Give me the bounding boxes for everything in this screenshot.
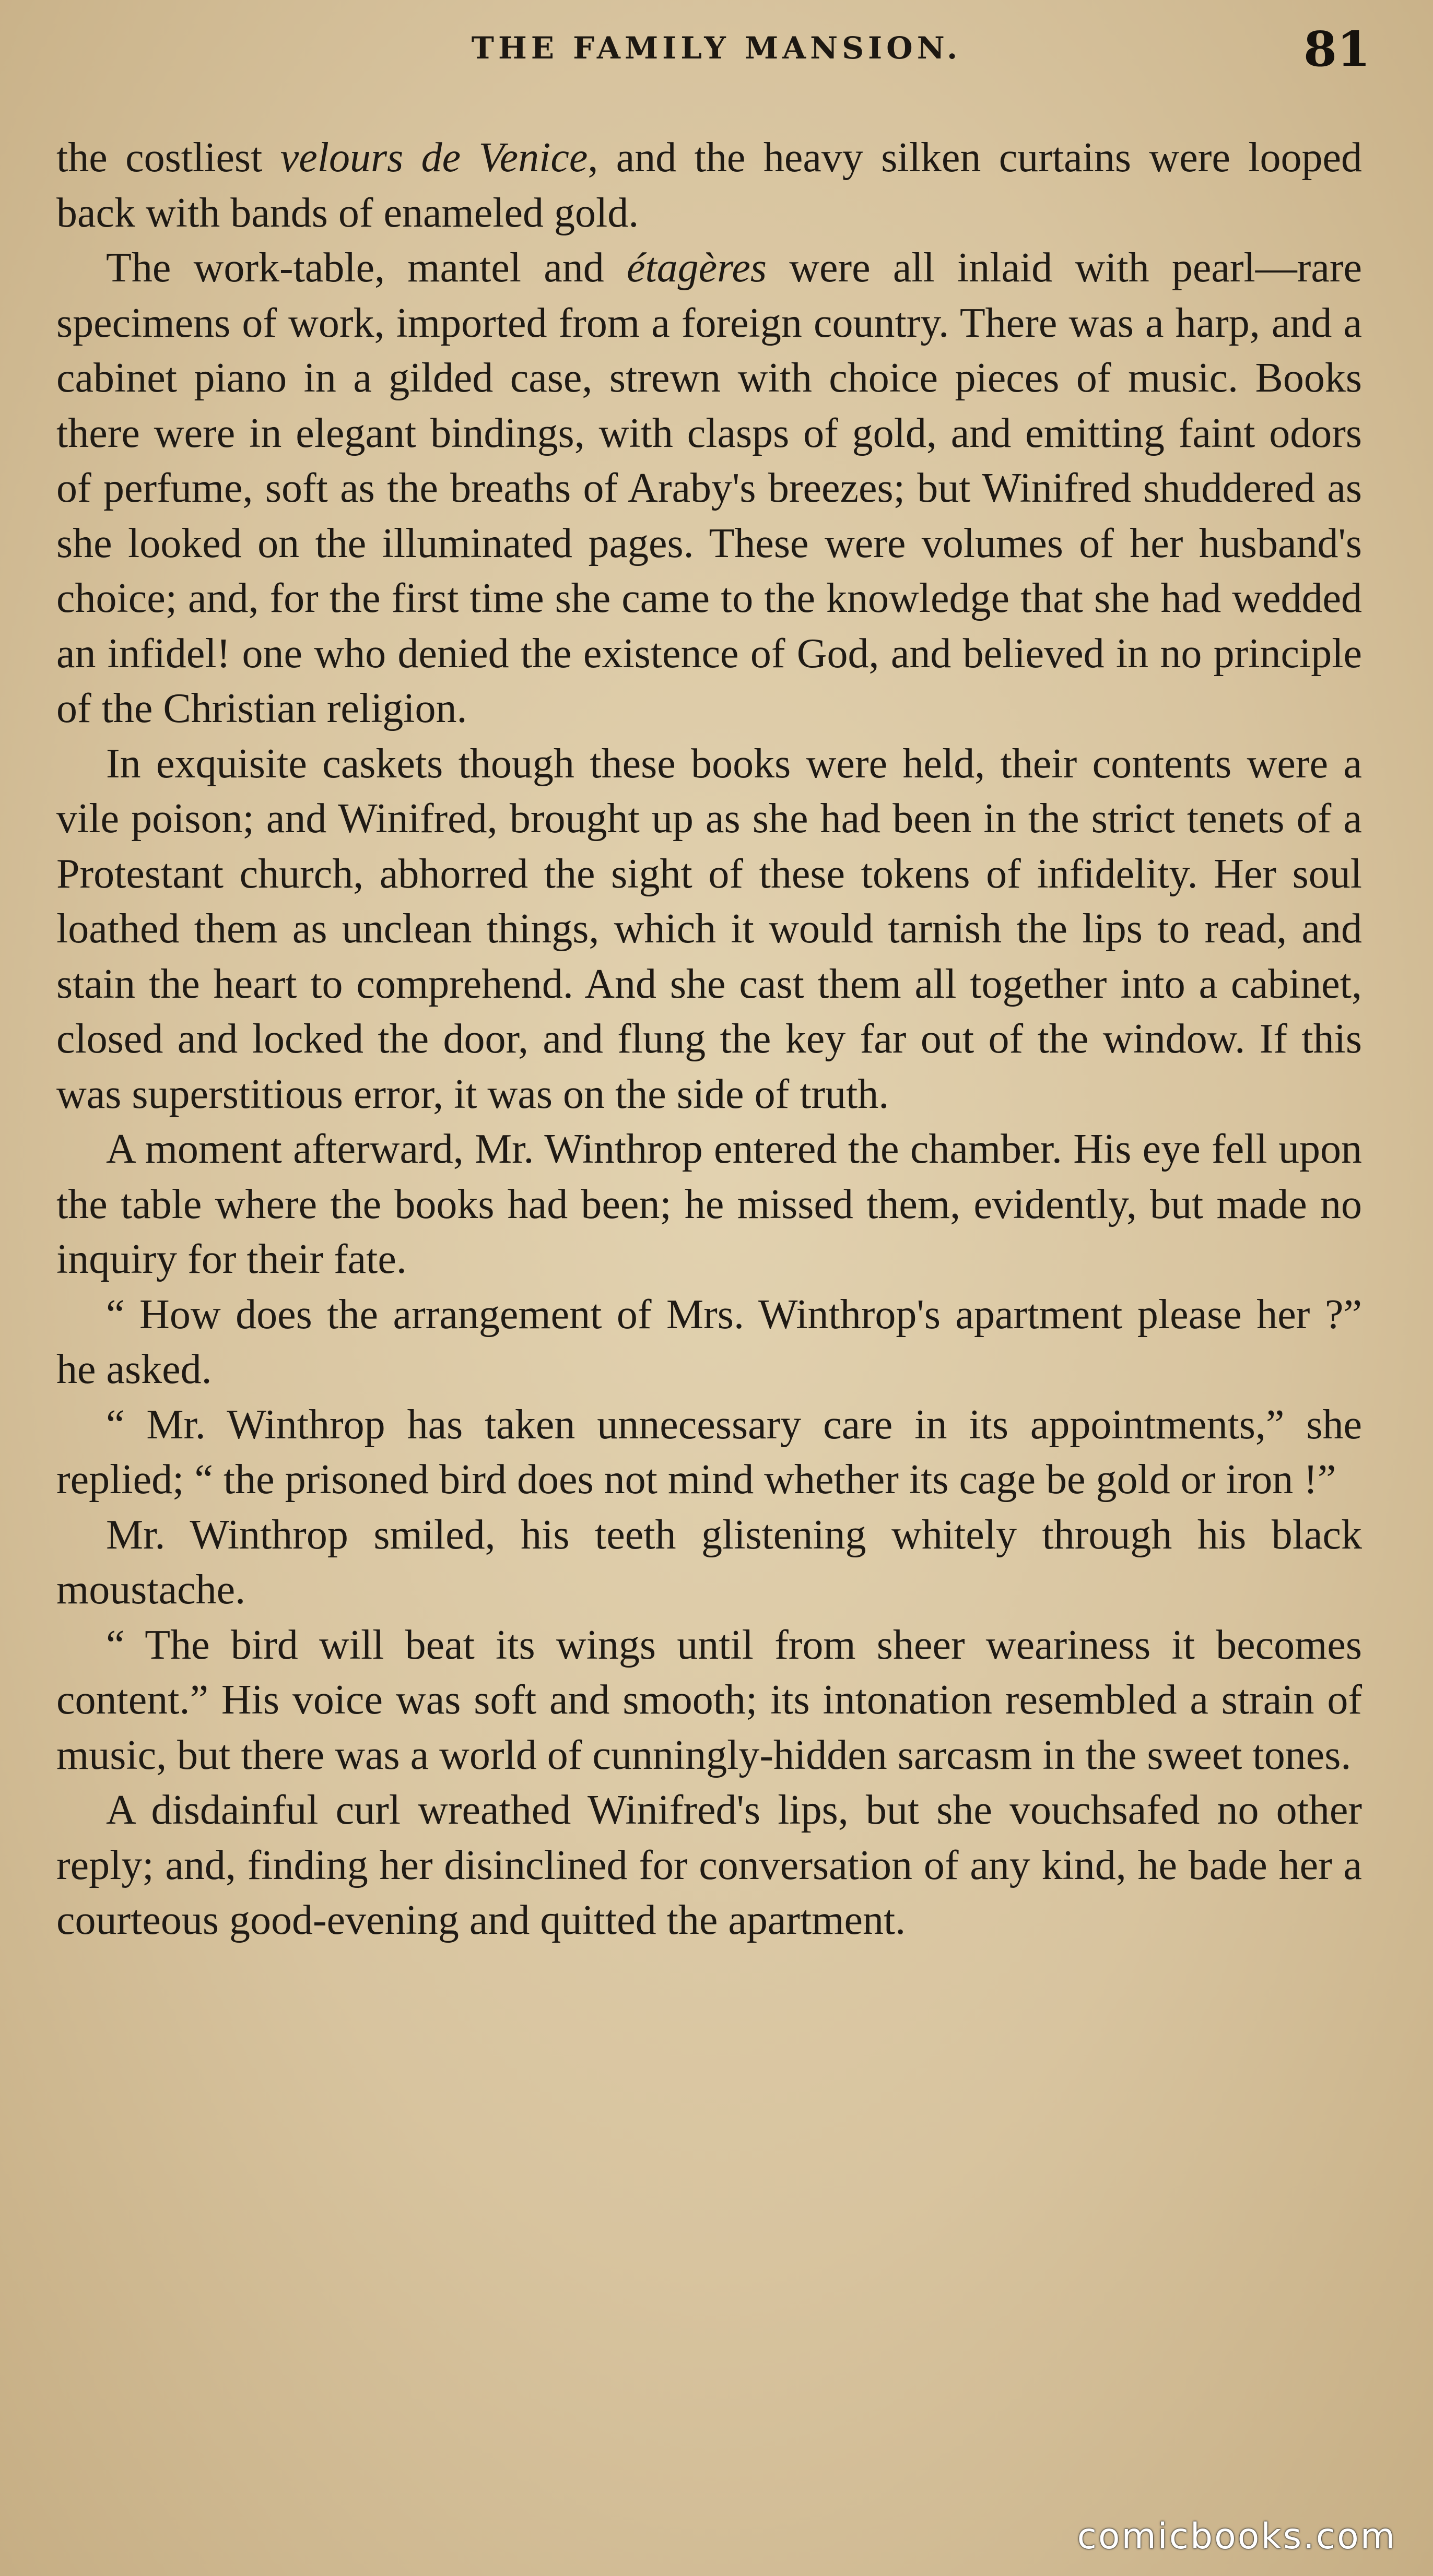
paragraph-1-italic-phrase: velours de Venice <box>280 135 588 181</box>
paragraph-8: “ The bird will beat its wings until from sheer weariness it becomes content.” His voice was soft and smooth; its intonation resembled a strain of music, but there was a world of cunningly-hidden sarcasm in the sweet tones. <box>56 1622 1362 1778</box>
paragraph-9: A disdainful curl wreathed Winifred's lips, but she vouchsafed no other reply; and, finding her disinclined for conversation of any kind, he bade her a courteous good-evening and quitted the apartment. <box>56 1787 1362 1943</box>
running-title: THE FAMILY MANSION. <box>471 30 962 66</box>
paragraph-2 <box>56 241 1362 737</box>
page-number: 81 <box>1303 21 1370 77</box>
paragraph-5: “ How does the arrangement of Mrs. Winthrop's apartment please her ?” he asked. <box>56 1291 1362 1392</box>
paragraph-2-italic-word: étagères <box>626 245 767 291</box>
paragraph-3: In exquisite caskets though these books were held, their contents were a vile poison; and Winifred, brought up as she had been in the strict tenets of a Protestant church, abhorred the sight of these tokens of infidelity. Her soul loathed them as unclean things, which it would tarnish the lips to read, and stain the heart to comprehend. And she cast them all together into a cabinet, closed and locked the door, and flung the key far out of the window. If this was superstitious error, it was on the side of truth. <box>56 740 1362 1117</box>
paragraph-1-text-start: the costliest <box>56 135 280 181</box>
paragraph-6: “ Mr. Winthrop has taken unnecessary care in its appointments,” she replied; “ the prisoned bird does not mind whether its cage be gold or iron !” <box>56 1401 1362 1503</box>
paragraph-7: Mr. Winthrop smiled, his teeth glistening whitely through his black moustache. <box>56 1511 1362 1613</box>
paragraph-2-text-end: were all inlaid with pearl—rare specimens of work, imported from a foreign country. There was a harp, and a cabinet piano in a gilded case, strewn with choice pieces of music. Books there were in elegant bindings, with clasps of gold, and emitting faint odors of perfume, soft as the breaths of Araby's breezes; but Winifred shuddered as she looked on the illuminated pages. These were volumes of her husband's choice; and, for the first time she came to the knowledge that she had wedded an infidel! one who denied the existence of God, and believed in no principle of the Christian religion. <box>56 245 1362 731</box>
paragraph-2-text-start: The work-table, mantel and <box>106 245 627 291</box>
watermark: comicbooks.com <box>1077 2516 1396 2557</box>
running-header <box>0 21 1433 94</box>
body-text <box>56 131 1362 1948</box>
paragraph-1 <box>56 131 1362 241</box>
paragraph-1-text-end: , and the heavy silken curtains were looped back with bands of enameled gold. <box>56 135 1362 236</box>
paragraph-4: A moment afterward, Mr. Winthrop entered the chamber. His eye fell upon the table where the books had been; he missed them, evidently, but made no inquiry for their fate. <box>56 1126 1362 1282</box>
